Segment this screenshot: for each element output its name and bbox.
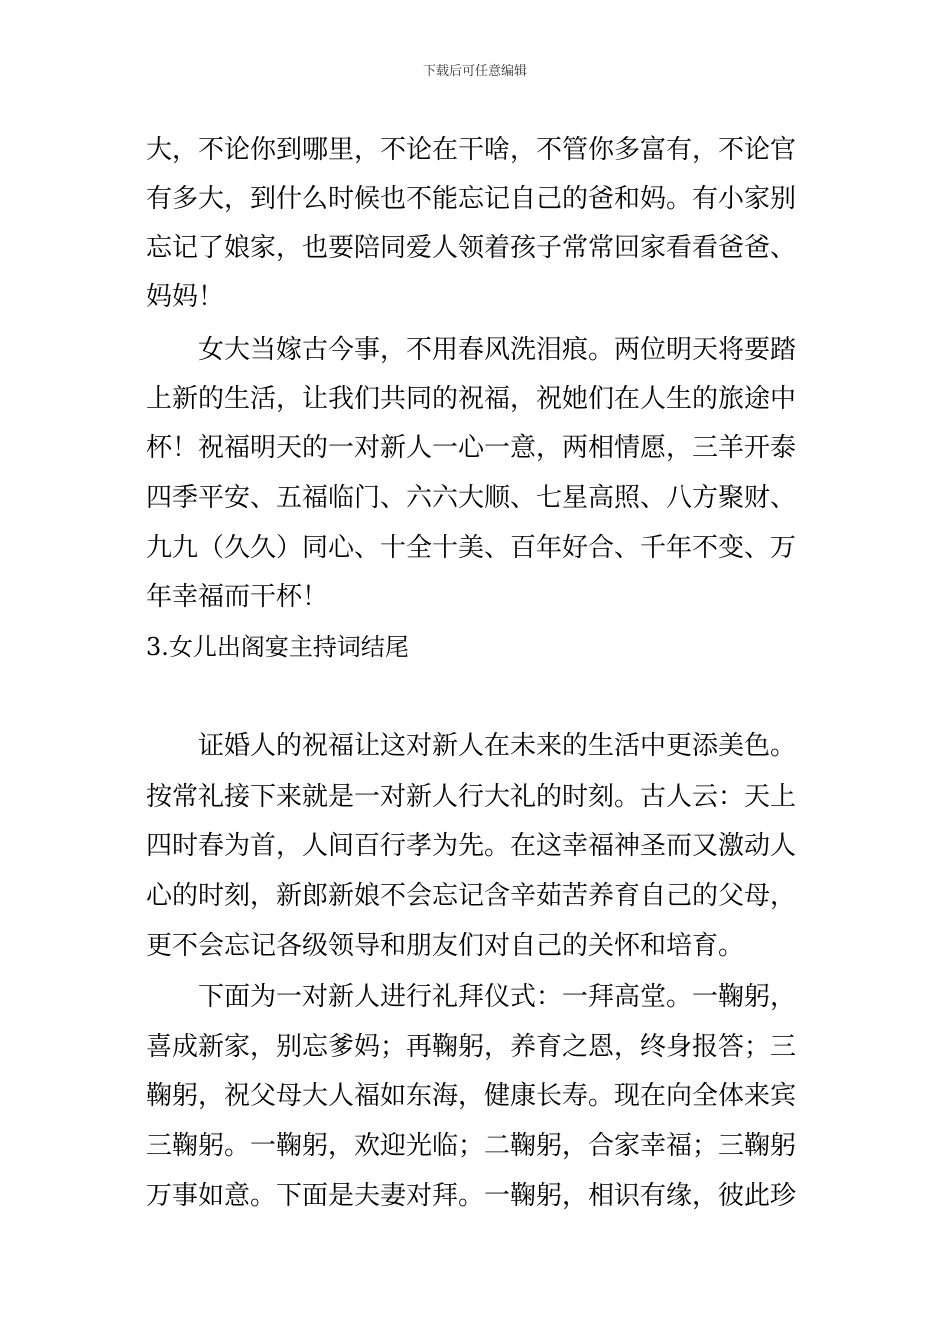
text-line: 更不会忘记各级领导和朋友们对自己的关怀和培育。 [146, 931, 745, 961]
paragraph-first-line: 证婚人的祝福让这对新人在未来的生活中更添美色。 [198, 731, 797, 761]
text-line: 大，不论你到哪里，不论在干啥，不管你多富有，不论官 [146, 135, 797, 165]
paragraph-first-line: 女大当嫁古今事，不用春风洗泪痕。两位明天将要踏 [198, 335, 797, 365]
text-line: 忘记了娘家，也要陪同爱人领着孩子常常回家看看爸爸、 [146, 233, 797, 263]
text-line: 鞠躬，祝父母大人福如东海，健康长寿。现在向全体来宾 [146, 1081, 797, 1111]
text-line: 四季平安、五福临门、六六大顺、七星高照、八方聚财、 [146, 483, 797, 513]
text-line: 按常礼接下来就是一对新人行大礼的时刻。古人云：天上 [146, 782, 797, 812]
text-line: 九九（久久）同心、十全十美、百年好合、千年不变、万 [146, 533, 797, 563]
text-line: 上新的生活，让我们共同的祝福，祝她们在人生的旅途中 [146, 384, 797, 414]
text-line: 杯！祝福明天的一对新人一心一意，两相情愿，三羊开泰 [146, 433, 797, 463]
section-heading: 3.女儿出阁宴主持词结尾 [146, 633, 409, 661]
text-line: 四时春为首，人间百行孝为先。在这幸福神圣而又激动人 [146, 831, 797, 861]
text-line: 心的时刻，新郎新娘不会忘记含辛茹苦养育自己的父母， [146, 881, 797, 911]
page-header: 下载后可任意编辑 [422, 64, 527, 79]
text-line: 有多大，到什么时候也不能忘记自己的爸和妈。有小家别 [146, 184, 797, 214]
text-line: 万事如意。下面是夫妻对拜。一鞠躬，相识有缘，彼此珍 [146, 1181, 797, 1211]
paragraph-first-line: 下面为一对新人进行礼拜仪式：一拜高堂。一鞠躬， [198, 982, 797, 1012]
text-line: 年幸福而干杯！ [146, 582, 329, 612]
text-line: 三鞠躬。一鞠躬，欢迎光临；二鞠躬，合家幸福；三鞠躬 [146, 1131, 797, 1161]
text-line: 喜成新家，别忘爹妈；再鞠躬，养育之恩，终身报答；三 [146, 1032, 797, 1062]
text-line: 妈妈！ [146, 282, 225, 312]
